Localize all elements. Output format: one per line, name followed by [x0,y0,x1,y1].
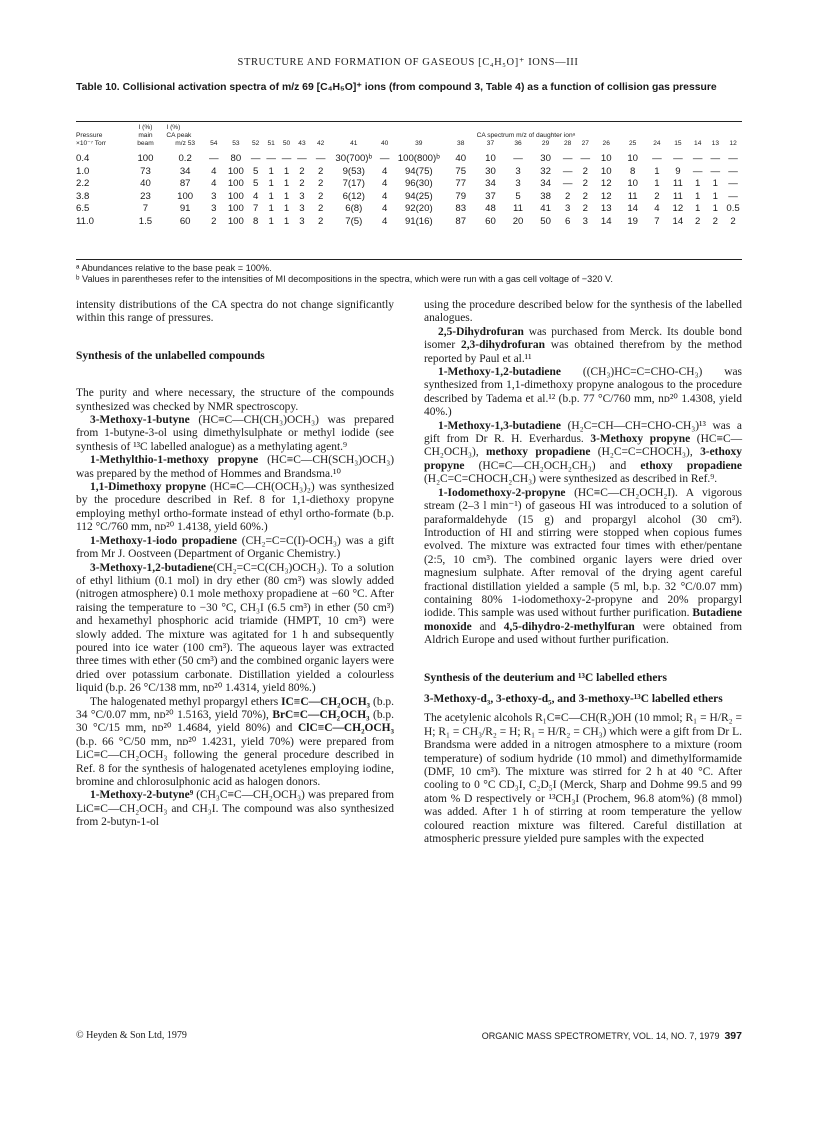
table-body [76,148,742,228]
table-cell: — [728,153,738,164]
table-cell: 0.5 [726,203,740,214]
header-cell: CA peak [166,132,192,139]
table-cell: 1 [695,190,701,202]
table-cell: 3 [211,203,217,214]
table-cell: 100 [227,165,244,177]
table-cell: 100 [227,215,244,227]
paragraph: using the procedure described below for the synthesis of the labelled analogues. [424,299,742,325]
table-cell: 100(800)ᵇ [397,153,440,164]
table-cell: 6(12) [342,190,365,202]
table-cell: 4 [381,165,388,177]
table-cell: 11 [627,190,638,202]
compound-name: 3-Methoxy-1,2-butadiene [90,561,213,574]
header-row [76,140,742,148]
table-cell: 2.2 [76,178,90,189]
table-caption-text: Collisional activation spectra of m/z 69 [C₄H₅O]⁺ ions (from compound 3, Table 4) as a function of collision gas pressure [122,82,717,93]
header-cell: I (%) [138,124,153,131]
table-cell: — [692,153,703,164]
table-cell: 3 [582,215,588,227]
table-cell: 75 [455,165,467,177]
ca-spectra-table [76,124,742,228]
compound-name: BrC≡C—CH₂OCH₃ [272,708,370,721]
table-cell: 94(75) [404,165,433,177]
table-cell: — [250,153,261,164]
table-cell: — [379,153,390,164]
table-cell: 34 [179,165,191,177]
table-cell: 48 [485,203,496,214]
table-cell: 2 [318,203,324,214]
table-cell: — [728,178,738,189]
header-cell: 37 [486,140,495,147]
header-cell [76,124,125,132]
compound-name: 1-Iodomethoxy-2-propyne [438,486,566,499]
table-cell: 83 [455,203,467,214]
compound-name: 2,5-Dihydrofuran [438,325,524,338]
paragraph: The halogenated methyl propargyl ethers IC≡C—CH₂OCH₃ (b.p. 34 °C/0.07 mm, nᴅ²⁰ 1.5163, yield 70%), BrC≡C—CH₂OCH₃ (b.p. 30 °C/15 mm, nᴅ²⁰ 1.4684, yield 80%) and ClC≡C—CH₂OCH₃ (b.p. 66 °C/50 mm, nᴅ²⁰ 1.4231, yield 70%) were prepared from LiC≡C—CH₂OCH₃ following the general procedure described in Ref. 8 for the synthesis of halogenated acetylenes employing iodine, bromine and chlorosulphonic acid as halogen donors. [76,695,395,788]
compound-name: 1,1-Dimethoxy propyne [90,481,206,494]
table-cell: 7(17) [342,178,365,189]
table-cell: — [710,153,721,164]
header-cell: 41 [350,140,358,147]
table-cell: 1 [283,203,290,214]
compound-name: ethoxy propadiene [640,459,742,472]
table-cell: 1 [283,178,290,189]
table-cell: 60 [485,215,496,227]
table-cell: 30 [485,165,496,177]
table-cell: 1 [283,165,290,177]
table-cell: 0.4 [76,153,90,164]
table-cell: 7 [253,203,259,214]
table-cell: 80 [230,153,242,164]
compound-name: 2,3-dihydrofuran [460,339,545,352]
header-cell: 51 [267,140,275,147]
table-cell: 20 [512,215,524,227]
table-cell: 34 [485,178,496,189]
paragraph: 1-Methoxy-1,3-butadiene (H₂C=CH—CH=CHO-CH₃)¹³ was a gift from Dr R. H. Everhardus. 3-Methoxy propyne (HC≡C—CH₂OCH₃), methoxy propadiene (H₂C=C=CHOCH₃), 3-ethoxy propyne (HC≡C—CH₂OCH₂CH₃) and ethoxy propadiene (H₂C=C=CHOCH₂CH₃) were synthesized as described in Ref.⁹. [424,419,743,486]
header-cell: 54 [210,140,218,147]
section-heading: Synthesis of the deuterium and ¹³C labelled ethers [424,671,667,684]
paragraph: 1-Iodomethoxy-2-propyne (HC≡C—CH₂OCH₂I). A vigorous stream (2–3 l min⁻¹) of gaseous HI was introduced to a solution of paraformaldehyde (15 g) and propargyl alcohol (30 cm³). Introduction of HI and stirring were stopped when copious fumes evolved. The mixture was extracted four times with ether/pentane (2:5, 10 cm³). The combined organic layers were dried over magnesium sulphate. After removal of the drying agent careful fractional distillation yielded a sample (5 ml, b.p. 32 °C/0.07 mm) containing 80% 1-iodomethoxy-2-propyne and 20% propargyl iodide. This sample was used without further purification. Butadiene monoxide and 4,5-dihydro-2-methylfuran were obtained from Aldrich Europe and used without further purification. [424,486,743,647]
table-cell: 38 [540,190,551,202]
header-cell: I (%) [166,124,181,131]
table-cell: 12 [600,178,612,189]
compound-name: 1-Methoxy-1,2-butadiene [438,366,561,379]
table-header [76,124,742,148]
compound-name: 3-Methoxy-1-butyne [90,414,190,427]
table-cell: 2 [211,215,217,227]
table-cell: — [315,153,326,164]
header-cell: 29 [541,140,550,147]
table-cell: 1 [712,203,719,214]
table-cell: 6(8) [345,203,363,214]
table-cell: 14 [600,215,612,227]
table-cell: 19 [627,215,638,227]
table-cell: 2 [695,215,701,227]
table-footnote-a: ᵃ Abundances relative to the base peak = 100%. [76,263,272,273]
compound-name: 3-Methoxy propyne [590,433,691,446]
table-cell: 11 [672,190,683,202]
table-cell: 2 [582,178,588,189]
table-cell: — [710,165,721,177]
table-cell: 1 [654,165,660,177]
header-cell: 15 [674,140,682,147]
table-cell: 2 [318,178,324,189]
table-cell: 2 [582,203,588,214]
table-cell: 10 [600,165,612,177]
table-cell: 1.5 [138,215,153,227]
table-cell: 2 [654,190,660,202]
table-cell: 3 [515,165,521,177]
table-cell: 2 [318,215,324,227]
table-cell: 100 [227,203,244,214]
table-cell: 2 [582,190,588,202]
copyright: © Heyden & Son Ltd, 1979 [76,1030,187,1041]
table-cell: 1 [268,165,274,177]
table-cell: 12 [600,190,612,202]
page-number: 397 [724,1030,742,1042]
header-cell: 25 [629,140,637,147]
table-cell: 4 [654,203,660,214]
table-cell: 96(30) [404,178,433,189]
header-cell: CA spectrum m/z of daughter ionᵃ [476,132,576,139]
table-cell: 4 [211,165,217,177]
table-cell: — [728,165,738,177]
header-cell: 14 [694,140,702,147]
table-cell: 10 [627,153,638,164]
table-cell: 1 [283,215,290,227]
header-cell: beam [137,140,154,147]
table-cell: 40 [455,153,467,164]
table-cell: 1.0 [76,165,90,177]
table-cell: 4 [381,190,388,202]
compound-name: ClC≡C—CH₂OCH₃ [298,722,394,735]
header-cell: 43 [298,140,306,147]
table-row [76,216,742,229]
table-caption [76,81,752,94]
header-cell: 28 [563,140,572,147]
table-row [76,148,742,166]
table-cell: — [580,153,591,164]
table-cell: 2 [712,215,719,227]
header-cell: main [138,132,153,139]
table-cell: — [562,153,573,164]
table-cell: 10 [485,153,496,164]
table-label: Table 10. [76,82,120,93]
table-cell: 100 [177,190,194,202]
header-cell: 26 [602,140,610,147]
table-cell: 100 [227,190,244,202]
table-cell: 9 [675,165,681,177]
header-cell: 42 [317,140,325,147]
header-cell: 39 [415,140,423,147]
paragraph: 1-Methoxy-1-iodo propadiene (CH₂=C=C(I)-OCH₃) was a gift from Mr J. Oostveen (Department of Organic Chemistry.) [76,534,394,561]
table-cell: 3 [211,190,217,202]
table-cell: 4 [381,203,388,214]
table-cell: 5 [253,178,259,189]
table-cell: 2 [318,165,324,177]
table-row [76,203,742,216]
table-cell: 10 [627,178,638,189]
compound-name: 1-Methylthio-1-methoxy propyne [90,454,259,467]
table-cell: 8 [630,165,636,177]
table-cell: 2 [564,190,571,202]
table-cell: 1 [268,203,274,214]
running-head: STRUCTURE AND FORMATION OF GASEOUS [C₄H₅O]⁺ IONS—III [237,57,579,68]
paragraph: 1,1-Dimethoxy propyne (HC≡C—CH(OCH₃)₂) was synthesized by the procedure described in Ref. 8 for 1,1-diethoxy propyne employing methyl ortho-formate instead of ethyl ortho-formate (b.p. 112 °C/760 mm, nᴅ²⁰ 1.4138, yield 60%.) [76,481,394,534]
table-cell: 77 [455,178,467,189]
table-cell: 1 [268,190,274,202]
table-cell: 30 [540,153,551,164]
table-cell: 7 [142,203,149,214]
table-cell: 11 [513,203,524,214]
table-cell: 1 [654,178,660,189]
table-cell: 14 [627,203,638,214]
table-row [76,166,742,179]
header-cell: ×10⁻⁷ Torr [76,140,107,147]
table-row [76,178,742,191]
table-cell: 87 [455,215,467,227]
table-cell: — [297,153,307,164]
header-row [76,132,742,140]
table-cell: 4 [211,178,217,189]
table-cell: 7 [654,215,660,227]
table-cell: 11.0 [76,215,94,227]
table-cell: 14 [672,215,684,227]
table-cell: 79 [455,190,467,202]
header-cell: Pressure [76,132,103,139]
table-cell: 91 [179,203,191,214]
table-cell: 5 [253,165,259,177]
header-cell: 12 [729,140,737,147]
header-cell: 24 [653,140,661,147]
compound-name: 1-Methoxy-1-iodo propadiene [90,534,237,547]
table-cell: — [513,153,523,164]
header-cell: 40 [380,140,389,147]
paragraph: 1-Methoxy-1,2-butadiene ((CH₃)HC=C=CHO-CH₃) was synthesized from 1,1-dimethoxy propyne analogous to the procedure described by Tadema et al.¹² (b.p. 77 °C/760 mm, nᴅ²⁰ 1.4308, yield 40%.) [424,366,742,419]
table-cell: — [562,178,573,189]
journal-citation: ORGANIC MASS SPECTROMETRY, VOL. 14, NO. 7, 1979 397 [481,1030,742,1042]
compound-name: Butadiene monoxide [424,607,742,633]
table-cell: 37 [485,190,496,202]
compound-name: 1-Methoxy-1,3-butadiene [438,419,561,432]
table-cell: — [266,153,276,164]
table-cell: 1 [268,215,274,227]
table-cell: 11 [672,178,683,189]
table-cell: — [673,153,683,164]
paragraph: 1-Methylthio-1-methoxy propyne (HC≡C—CH(SCH₃)OCH₃) was prepared by the method of Hommes and Brandsma.¹⁰ [76,454,395,480]
compound-name: IC≡C—CH₂OCH₃ [281,695,371,708]
header-cell: 27 [581,140,589,147]
table-cell: 3 [299,215,305,227]
compound-name: 4,5-dihydro-2-methylfuran [503,620,635,633]
table-cell: 40 [140,178,151,189]
paragraph: 3-Methoxy-1,2-butadiene(CH₂=C=C(CH₃)OCH₃). To a solution of ethyl lithium (0.1 mol) in dry ether (80 cm³) was slowly added (nitrogen atmosphere) 0.1 mole methoxy propadiene at −60 °C. After raising the temperature to −30 °C, CH₃I (6.5 cm³) in ether (50 cm³) and hexamethyl phosphoric acid triamide (HMPT, 10 cm³) were slowly added. The mixture was agitated for 1 h and subsequently poured into ice water (100 cm³). The aqueous layer was extracted three times with ether (50 cm³) and the combined organic layers were dried over potassium carbonate. Distillation yielded a colourless liquid (b.p. 26 °C/138 mm, nᴅ²⁰ 1.4314, yield 80%.) [76,561,394,695]
table-cell: 2 [299,178,305,189]
table-cell: 73 [140,165,151,177]
table-cell: 3 [515,178,521,189]
compound-name: methoxy propadiene [486,446,591,459]
subsection-heading: 3-Methoxy-d₃, 3-ethoxy-d₅, and 3-methoxy-¹³C labelled ethers [424,692,723,705]
table-cell: 9(53) [342,165,365,177]
table-cell: 60 [179,215,191,227]
table-bottom-rule [76,259,742,260]
paragraph: The acetylenic alcohols R₁C≡C—CH(R₂)OH (10 mmol; R₁ = H/R₂ = H; R₁ = CH₃/R₂ = H; R₁ = H/R₂ = CH₃) which were a gift from Dr L. Brandsma were added in a nitrogen atmosphere to a mixture (room temperature) of sodium hydride (10 mmol) and dimethylformamide (DMF, 10 cm³). The mixture was stirred for 2 h at 40 °C. After cooling to 0 °C CD₃I, C₂D₅I (Merck, Sharp and Dohme 99.5 and 99 atom % D respectively or ¹³CH₃I (Prochem, 96.8 atom%) (8 mmol) was added. After 1 h of stirring at room temperature the yellow coloured reaction mixture was filtered. Careful distillation at atmospheric pressure yielded pure samples with the expected [424,712,742,846]
table-cell: 7(5) [345,215,363,227]
table-cell: 4 [253,190,259,202]
table-cell: 23 [140,190,151,202]
table-cell: 91(16) [404,215,433,227]
table-cell: 1 [695,178,701,189]
table-cell: 2 [299,165,305,177]
paragraph: intensity distributions of the CA spectra do not change significantly within this range of pressures. [76,299,394,325]
table-cell: — [562,165,573,177]
table-cell: 8 [253,215,259,227]
table-cell: 1 [712,190,719,202]
table-cell: 1 [695,203,701,214]
paragraph: 3-Methoxy-1-butyne (HC≡C—CH(CH₃)OCH₃) was prepared from 1-butyne-3-ol using dimethylsulphate or methyl iodide (see synthesis of ¹³C labelled analogue) as a methylating agent.⁹ [76,414,394,453]
left-column [76,299,394,830]
table-cell: 12 [672,203,684,214]
table-cell: 6 [564,215,571,227]
table-cell: — [692,165,703,177]
header-cell: 36 [514,140,522,147]
paragraph: 2,5-Dihydrofuran was purchased from Merck. Its double bond isomer 2,3-dihydrofuran was obtained therefrom by the method reported by Paul et al.¹¹ [424,325,742,365]
table-cell: — [728,190,738,202]
table-cell: 1 [712,178,719,189]
table-cell: 3 [299,190,305,202]
table-row [76,191,742,204]
compound-name: 3-ethoxy propyne [424,446,742,472]
paragraph: 1-Methoxy-2-butyne⁹ (CH₃C≡C—CH₂OCH₃) was prepared from LiC≡C—CH₂OCH₃ and CH₃I. The compound was also synthesized from 2-butyn-1-ol [76,789,394,829]
header-cell: 53 [232,140,240,147]
header-cell: 52 [252,140,260,147]
table-cell: 13 [600,203,612,214]
table-cell: 0.2 [178,153,192,164]
table-cell: — [209,153,219,164]
table-cell: 32 [540,165,551,177]
table-cell: 87 [179,178,191,189]
table-cell: 5 [515,190,521,202]
table-cell: 92(20) [404,203,433,214]
table-cell: 100 [227,178,244,189]
header-cell: m/z 53 [175,140,196,147]
table-cell: 34 [540,178,551,189]
table-cell: 3 [299,203,305,214]
compound-name: 1-Methoxy-2-butyne⁹ [90,789,194,802]
right-column [424,299,742,846]
table-cell: 10 [600,153,612,164]
table-cell: 2 [318,190,324,202]
table-cell: 3.8 [76,190,90,202]
table-cell: — [652,153,662,164]
paragraph: The purity and where necessary, the structure of the compounds synthesized was checked by NMR spectroscopy. [76,387,394,413]
header-cell: 38 [457,140,465,147]
table-cell: 94(25) [404,190,433,202]
header-cell: 50 [282,140,291,147]
table-cell: 50 [540,215,551,227]
header-cell: 13 [711,140,720,147]
table-cell: 3 [564,203,571,214]
table-cell: 100 [137,153,154,164]
table-cell: 1 [283,190,290,202]
table-cell: 1 [268,178,274,189]
table-cell: 2 [582,165,588,177]
table-cell: 6.5 [76,203,90,214]
table-top-rule [76,121,742,122]
table-cell: 41 [540,203,551,214]
section-heading: Synthesis of the unlabelled compounds [76,349,265,362]
table-cell: 4 [381,178,388,189]
table-cell: 2 [730,215,736,227]
table-cell: — [281,153,292,164]
table-footnote-b: ᵇ Values in parentheses refer to the intensities of MI decompositions in the spectra, which were run with a gas cell voltage of −320 V. [76,274,613,284]
table-cell: 4 [381,215,388,227]
header-row [76,124,742,132]
table-cell: 30(700)ᵇ [335,153,373,164]
